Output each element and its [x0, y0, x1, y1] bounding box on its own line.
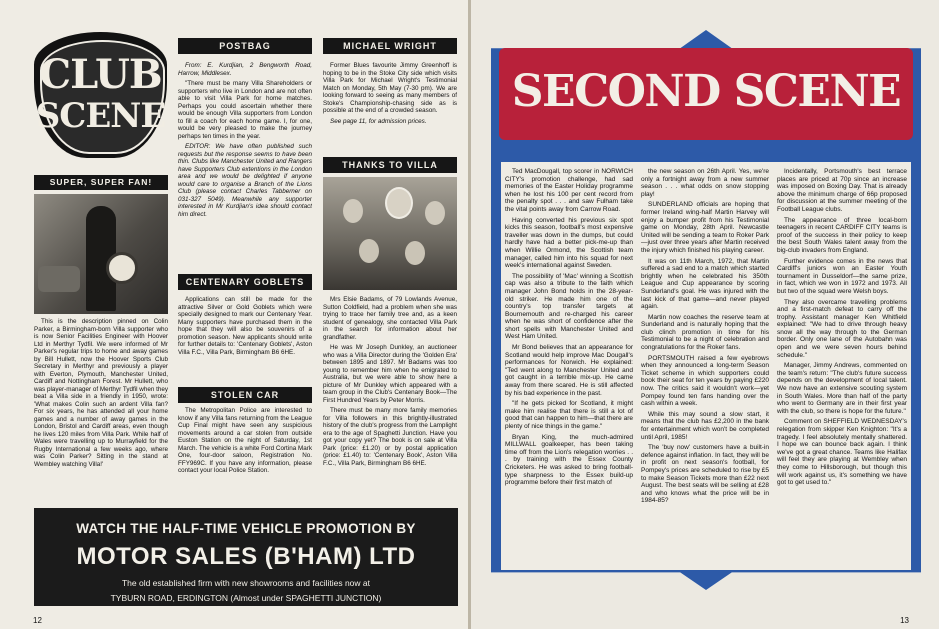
postbag-letter: "There must be many Villa Shareholders or supporters who live in London and are not often able to visit Villa Park for home matches. Perhaps you could ascertain whether there would be enough Villa supporters from London to fill a coach for each home game. I, for one, would be very pleased to make the journey perhaps ten times in the year.: [178, 80, 312, 140]
postbag-body: [178, 62, 312, 272]
thanks-villa-heading: THANKS TO VILLA: [323, 157, 457, 173]
col2-para: While this may sound a slow start, it means that the club has £2,200 in the bank for entertainment which won't be completed until April, 1985!: [641, 410, 769, 441]
advert-line4: TYBURN ROAD, ERDINGTON (Almost under SPAGHETTI JUNCTION): [110, 593, 382, 603]
right-page: [471, 0, 939, 629]
goblets-text: Applications can still be made for the attractive Silver or Gold Goblets which were specially designed to mark our Centenary Year. Many supporters have purchased them in the hope that they will also be souvenirs of a promotion season. New applicants should write for further details to: 'Centenary Goblets', Aston Villa F.C., Villa Park, Birmingham B6 6HE.: [178, 296, 312, 356]
thanks-villa-body: [323, 296, 457, 504]
advert-line3: The old established firm with new showrooms and facilities now at: [121, 578, 371, 588]
col3-para: Incidentally, Portsmouth's best terrace places are priced at 70p since an increase was imposed on Boxing Day. That is already above the minimum charge of 66p proposed for discussion at the summer meeting of the Football League clubs.: [777, 168, 907, 213]
stolen-car-heading: STOLEN CAR: [178, 387, 312, 403]
second-scene-title: SECOND SCENE: [511, 66, 901, 117]
motor-sales-advert: [34, 508, 458, 606]
person-4: [359, 239, 379, 263]
super-fan-heading: SUPER, SUPER FAN!: [34, 175, 168, 190]
page-number-right: 13: [900, 616, 909, 625]
thanks-villa-p2: He was Mr Joseph Dunkley, an auctioneer who was a Villa Director during the 'Golden Era' between 1895 and 1897. Mr Badams was too young to remember him when he emigrated to Australia, but we were able to show here a picture of Mr Dunkley which appeared with a team group in the Club's Centenary Book—The First Hundred Years by Peter Morris.: [323, 344, 457, 404]
col2-para: It was on 11th March, 1972, that Martin suffered a sad end to a match which started brightly when he celebrated his 350th League and Cup appearance by scoring Sunderland's goal. He was injured with the last kick of that game—and never played again.: [641, 257, 769, 311]
super-fan-photo: [34, 194, 168, 314]
goblets-heading: CENTENARY GOBLETS: [178, 274, 312, 290]
postbag-from: From: E. Kurdjian, 2 Bengworth Road, Harrow, Middlesex.: [178, 62, 312, 77]
col1-para: Bryan King, the much-admired MILLWALL goalkeeper, has been taking time off from the Lion's relegation worries . . . by training with the Essex County Cricketers. He was asked to bring football-type sharpness to the Essex build-up programme before their first match of: [505, 433, 633, 487]
col1-para: Ted MacDougall, top scorer in NORWICH CITY's promotion challenge, had sad memories of the Easter Holiday programme when he lost his 100 per cent record from the penalty spot . . . and saw Fulham take the vital points away from Carrow Road.: [505, 168, 633, 213]
thanks-villa-p1: Mrs Elsie Badams, of 79 Lowlands Avenue, Sutton Coldfield, had a problem when she was trying to trace her family tree and, as a keen student of genealogy, she contacted Villa Park in the search for information about her grandfather.: [323, 296, 457, 341]
article-column-2: [641, 168, 769, 568]
col3-para: Manager, Jimmy Andrews, commented on the team's return: "The club's future success depends on the development of local talent. We now have an extensive scouting system in South Wales. More than half of the party who went to Germany are in their first year with the club, so there is hope for the future.": [777, 362, 907, 415]
col2-para: PORTSMOUTH raised a few eyebrows when they announced a long-term Season Ticket scheme in which supporters could book their seat for ten years by paying £220 now. The critics said it wouldn't work—yet Pompey found ten fans handing over the cash within a week.: [641, 354, 769, 408]
col1-para: Mr Bond believes that an appearance for Scotland would help improve Mac Dougall's performances for Norwich. He explained: "Ted went along to Manchester United and got caught in a terrible mix-up. He came away from there scared. He is still affected by his bad experience in the past.: [505, 344, 633, 397]
super-fan-text: This is the description pinned on Colin Parker, a Birmingham-born Villa supporter who is now Senior Facilities Engineer with Hoover Ltd in Merthyr Tydfil. We were informed of Mr Parker's regular trips to home and away games by Bill Hullett, now the Hoover Sports Club Secretary in Merthyr and previously a player with Everton, Plymouth, Manchester United, Cardiff and Nottingham Forest. Mr Hullett, who was player-manager of Merthyr Tydfil when they beat a Villa side in a friendly in 1950, wrote: 'What makes Colin such an ardent Villa fan? For six years, he has attended all your home games and a number of away games in the London, Bristol and Cardiff areas, even though he lives 120 miles from Villa Park. While half of Wales were travelling up to Murrayfield for the Rugby International a few weeks ago, where was Colin Parker? Sitting in the stand at Wembley watching Villa!': [34, 318, 168, 468]
col2-para: Martin now coaches the reserve team at Sunderland and is naturally hoping that the club clinch promotion in time for his Testimonial to be a night of celebration and congratulations for the Roker fans.: [641, 313, 769, 352]
person-5: [405, 241, 425, 265]
car-shape: [38, 266, 80, 292]
advert-company: MOTOR SALES (B'HAM) LTD: [76, 543, 416, 570]
person-3: [425, 201, 445, 225]
advert-line1: WATCH THE HALF-TIME VEHICLE PROMOTION BY: [76, 521, 416, 536]
left-page: [0, 0, 468, 629]
michael-wright-text: Former Blues favourite Jimmy Greenhoff is hoping to be in the Stoke City side which visits Villa Park for Michael Wright's Testimonial Match on Monday, 5th May (7-30 pm). We are looking forward to seeing as many members of Stoke's Championship-chasing side as is possible at the end of a crowded season.: [323, 62, 457, 114]
fan-rosette: [106, 252, 138, 284]
col1-para: The possibility of 'Mac' winning a Scottish cap was also a tribute to the faith which manager John Bond holds in the 28-year-old striker. He made him one of the country's top transfer targets at Bournemouth and re-charged his career when he was short of confidence after the short spells with Manchester United and West Ham United.: [505, 272, 633, 341]
col2-para: the new season on 26th April. Yes, we're only a fortnight away from a new summer season . . . what odds on snow stopping play!: [641, 168, 769, 198]
col3-para: Further evidence comes in the news that Cardiff's juniors won an Easter Youth tournament in Dusseldorf—the same prize, in fact, which we won in 1972 and 1973. All but two of the squad were Welsh boys.: [777, 257, 907, 295]
michael-wright-heading: MICHAEL WRIGHT: [323, 38, 457, 54]
person-1: [343, 199, 363, 223]
page-number-left: 12: [33, 616, 42, 625]
col2-para: SUNDERLAND officials are hoping that former Ireland wing-half Martin Harvey will enjoy a bumper profit from his Testimonial game on Monday, 28th April. Newcastle United will be sending a team to Roker Park—just over three years after Martin received the injury which finished his playing career.: [641, 201, 769, 254]
stolen-car-text: The Metropolitan Police are interested to know if any Villa fans returning from the League Cup Final might have seen any suspicious movements around a car stolen from outside Euston Station on the night of Saturday, 1st March. The vehicle is a white Ford Cortina Mark One, four-door saloon, Registration No. FFY969C. If you have any information, please contact your local Police Station.: [178, 407, 312, 474]
michael-wright-body: [323, 62, 457, 152]
postbag-heading: POSTBAG: [178, 38, 312, 54]
col2-para: The 'buy now' customers have a built-in defence against inflation. In fact, they will be in profit on next season's football, for Pompey's prices are scheduled to rise by £5 to make Season Tickets more than £22 next August. The best seats will be selling at £28 and who knows what the price will be in 1984-85?: [641, 444, 769, 505]
col1-para: Having converted his previous six spot kicks this season, football's most expensive traveller was down in the dumps, but could hardly have had a better pick-me-up than when Willie Ormond, the Scottish team manager, called him into his squad for next week's international against Sweden.: [505, 216, 633, 270]
second-scene-banner-red: [499, 48, 913, 140]
postbag-editor: EDITOR: We have often published such requests but the response seems to have been thin. Clubs like Manchester United and Rangers have Supporters Club extentions in the London area and we would be delighted if anyone would care to organise a Branch of the Lions Club (please contact Charles Tabberner on 031-327 5049). Meanwhile any supporter interested in Mr Kurdjian's idea should contact him direct.: [178, 143, 312, 218]
person-2: [385, 187, 413, 219]
col3-para: Comment on SHEFFIELD WEDNESDAY's relegation from skipper Ken Knighton: "It's a tragedy. I feel absolutely mentally shattered. I hope we can bounce back again. I think we've got a great chance. Teams like Halifax will feel they are playing at Wembley when they come to Hillsborough, but though this will work against us, it's something we have got to get used to.": [777, 418, 907, 487]
club-scene-logo: [34, 32, 167, 158]
article-column-3: [777, 168, 907, 568]
col3-para: They also overcame travelling problems and a first-match defeat to carry off the trophy. Assistant manager Ken Whitfield explained: "We had to drive through heavy snow all the way through to the German border. Only one lane of the Autobahn was open and we were seven hours behind schedule.": [777, 298, 907, 359]
col1-para: "If he gets picked for Scotland, it might make him realise that there is still a lot of good that can happen to him—that there are plenty of nice things in the game.": [505, 400, 633, 430]
team-group-photo: [323, 177, 457, 290]
logo-line-club: CLUB: [39, 51, 162, 98]
article-column-1: [505, 168, 633, 568]
col3-para: The appearance of three local-born teenagers in recent CARDIFF CITY teams is proof of the success in their policy to keep the best South Wales talent away from the big-club invaders from England.: [777, 216, 907, 254]
thanks-villa-p3: There must be many more family memories for Villa followers in this brightly-illustrated history of the club's progress from the Lamplight era to the age of Spaghetti Junction. Have you got your copy yet? The book is on sale at Villa Park (price: £1.20) or by postal application (price: £1.40) to: 'Centenary Book', Aston Villa F.C., Villa Park, Birmingham B6 6HE.: [323, 407, 457, 467]
michael-wright-see: See page 11, for admission prices.: [330, 117, 427, 125]
logo-line-scene: SCENE: [35, 96, 166, 136]
